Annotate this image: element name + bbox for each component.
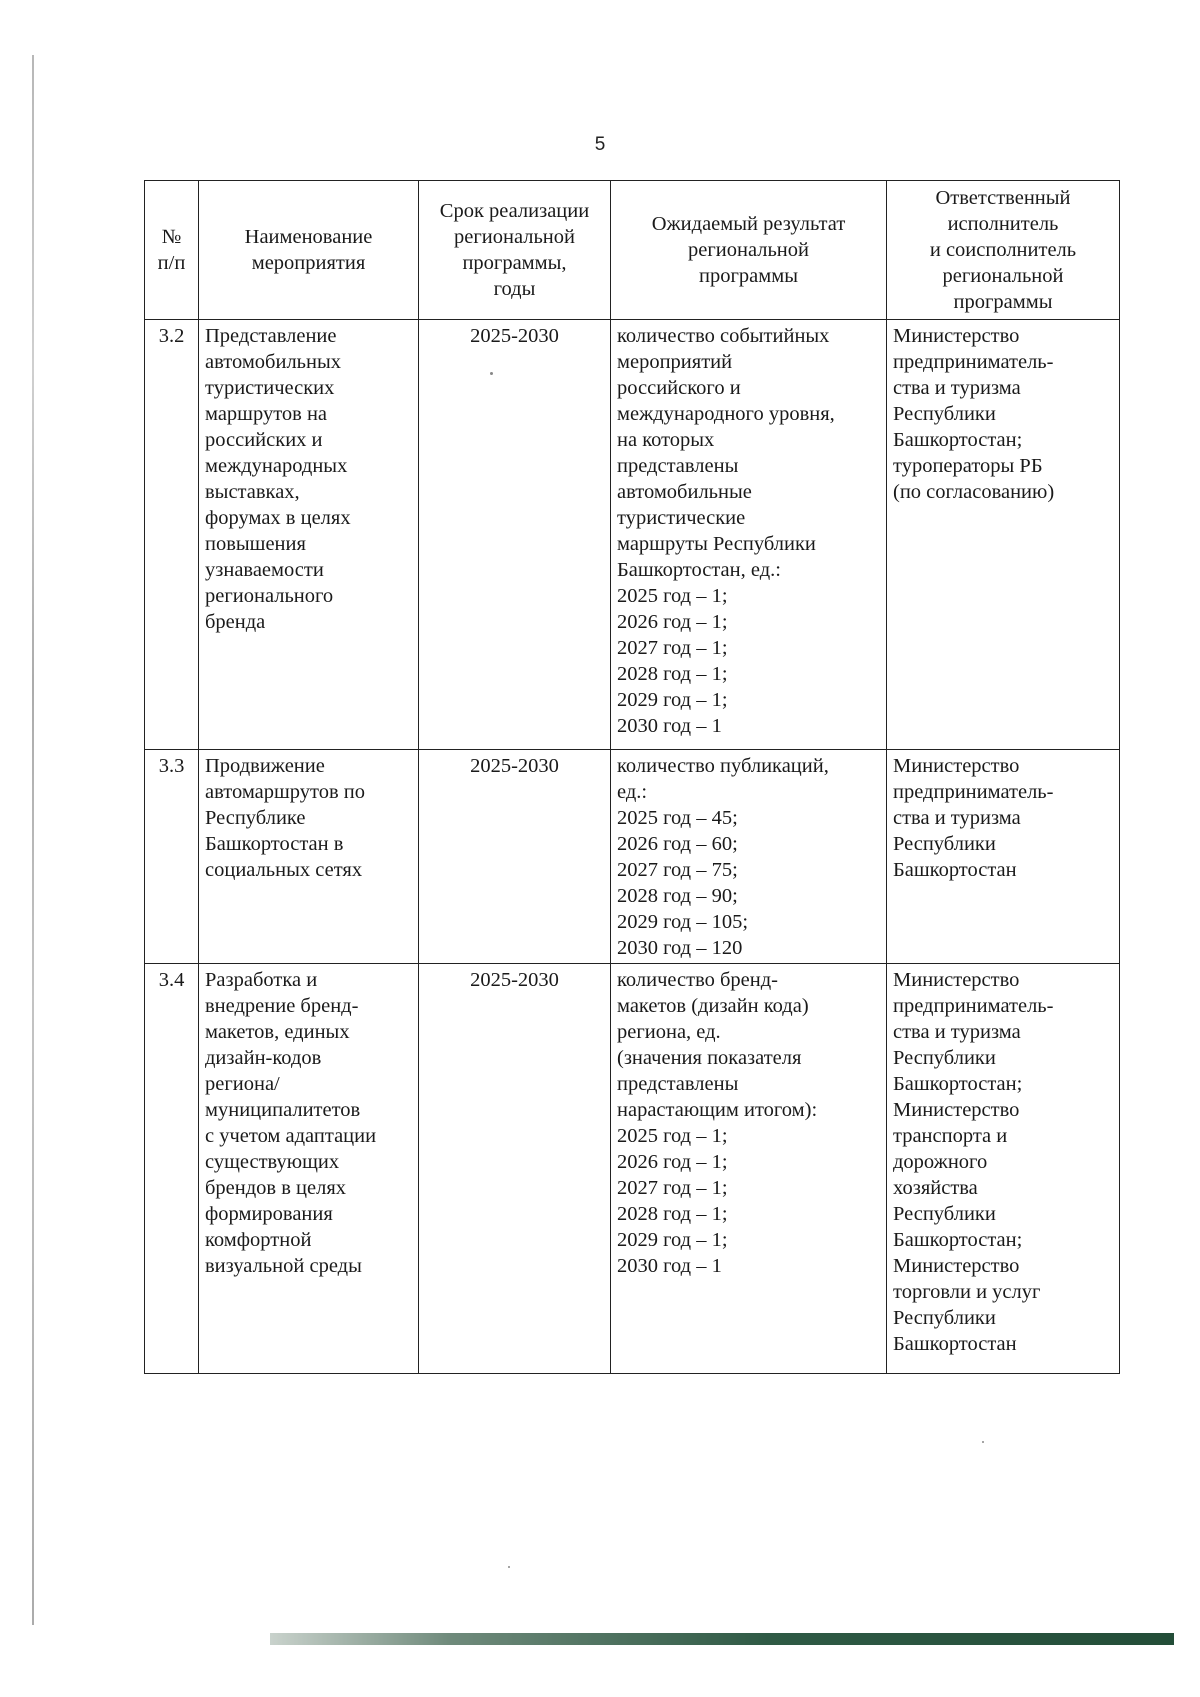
text-line: Республике	[205, 807, 306, 829]
text-line: Наименование	[244, 226, 373, 248]
text-line: макетов (дизайн кода)	[617, 995, 809, 1017]
row-event-name	[199, 964, 419, 1374]
text-line: торговли и услуг	[893, 1281, 1041, 1303]
row-result	[611, 964, 887, 1374]
text-line: туристических	[205, 377, 335, 399]
text-line: дизайн-кодов	[205, 1047, 322, 1069]
text-line: Башкортостан	[893, 859, 1017, 881]
page-number: 5	[594, 134, 606, 155]
text-line: предприниматель-	[893, 781, 1054, 803]
scan-edge-left	[32, 55, 34, 1625]
header-implementation-term	[419, 181, 611, 320]
text-line: мероприятий	[617, 351, 733, 373]
text-line: 2025 год – 1;	[617, 1125, 728, 1147]
text-line: программы	[699, 265, 798, 287]
header-event-name	[199, 181, 419, 320]
text-line: повышения	[205, 533, 306, 555]
text-line: п/п	[157, 252, 186, 274]
text-line: формирования	[205, 1203, 333, 1225]
text-line: 2026 год – 1;	[617, 1151, 728, 1173]
text-line: узнаваемости	[205, 559, 324, 581]
text-line: Республики	[893, 1203, 996, 1225]
text-line: комфортной	[205, 1229, 312, 1251]
text-line: маршруты Республики	[617, 533, 816, 555]
text-line: 2026 год – 1;	[617, 611, 728, 633]
text-line: программы,	[462, 252, 567, 274]
text-line: Башкортостан, ед.:	[617, 559, 781, 581]
text-line: с учетом адаптации	[205, 1125, 377, 1147]
text-line: 2030 год – 1	[617, 1255, 722, 1277]
text-line: на которых	[617, 429, 715, 451]
text-line: №	[161, 226, 182, 248]
text-line: маршрутов на	[205, 403, 328, 425]
text-line: визуальной среды	[205, 1255, 362, 1277]
table-header-row	[145, 181, 1120, 320]
text-line: ства и туризма	[893, 807, 1021, 829]
text-line: Башкортостан в	[205, 833, 344, 855]
text-line: Башкортостан;	[893, 1229, 1023, 1251]
text-line: нарастающим итогом):	[617, 1099, 818, 1121]
text-line: Башкортостан;	[893, 429, 1023, 451]
scan-speck	[982, 1441, 984, 1443]
text-line: выставках,	[205, 481, 300, 503]
text-line: 2027 год – 1;	[617, 637, 728, 659]
text-line: региональной	[454, 226, 575, 248]
text-line: автомобильных	[205, 351, 342, 373]
text-line: 2025 год – 1;	[617, 585, 728, 607]
text-line: внедрение бренд-	[205, 995, 359, 1017]
text-line: региональной	[688, 239, 809, 261]
text-line: туристические	[617, 507, 746, 529]
text-line: Республики	[893, 403, 996, 425]
text-line: ед.:	[617, 781, 648, 803]
plan-table-container	[144, 180, 1120, 1374]
text-line: программы	[953, 291, 1053, 313]
text-line: форумах в целях	[205, 507, 351, 529]
text-line: регионального	[205, 585, 334, 607]
text-line: ства и туризма	[893, 377, 1021, 399]
text-line: (значения показателя	[617, 1047, 802, 1069]
text-line: Министерство	[893, 1099, 1020, 1121]
text-line: существующих	[205, 1151, 340, 1173]
text-line: муниципалитетов	[205, 1099, 361, 1121]
text-line: количество событийных	[617, 325, 830, 347]
text-line: Республики	[893, 833, 996, 855]
text-line: российских и	[205, 429, 323, 451]
text-line: автомаршрутов по	[205, 781, 365, 803]
text-line: Башкортостан	[893, 1333, 1017, 1355]
text-line: Республики	[893, 1307, 996, 1329]
text-line: представлены	[617, 455, 739, 477]
row-term: 2025-2030	[419, 750, 611, 964]
text-line: хозяйства	[893, 1177, 978, 1199]
text-line: предприниматель-	[893, 995, 1054, 1017]
table-row	[145, 964, 1120, 1374]
text-line: Ответственный	[935, 187, 1071, 209]
text-line: автомобильные	[617, 481, 752, 503]
text-line: Представление	[205, 325, 337, 347]
text-line: представлены	[617, 1073, 739, 1095]
text-line: региона, ед.	[617, 1021, 721, 1043]
text-line: региона/	[205, 1073, 280, 1095]
text-line: 2028 год – 1;	[617, 1203, 728, 1225]
text-line: международных	[205, 455, 348, 477]
text-line: Башкортостан;	[893, 1073, 1023, 1095]
plan-table	[144, 180, 1120, 1374]
header-number	[145, 181, 199, 320]
table-row	[145, 320, 1120, 750]
text-line: годы	[493, 278, 536, 300]
text-line: 2027 год – 1;	[617, 1177, 728, 1199]
text-line: мероприятия	[251, 252, 366, 274]
row-number: 3.4	[145, 964, 199, 1374]
table-row	[145, 750, 1120, 964]
text-line: Министерство	[893, 1255, 1020, 1277]
text-line: туроператоры РБ	[893, 455, 1043, 477]
text-line: 2028 год – 90;	[617, 885, 738, 907]
text-line: международного уровня,	[617, 403, 835, 425]
text-line: транспорта и	[893, 1125, 1008, 1147]
text-line: 2026 год – 60;	[617, 833, 738, 855]
scan-edge-bottom	[270, 1633, 1174, 1645]
row-result	[611, 750, 887, 964]
text-line: 2029 год – 1;	[617, 689, 728, 711]
text-line: Срок реализации	[439, 200, 590, 222]
text-line: Министерство	[893, 969, 1020, 991]
row-number: 3.2	[145, 320, 199, 750]
text-line: Министерство	[893, 325, 1020, 347]
text-line: 2028 год – 1;	[617, 663, 728, 685]
text-line: Продвижение	[205, 755, 325, 777]
row-responsible	[887, 320, 1120, 750]
text-line: ства и туризма	[893, 1021, 1021, 1043]
text-line: брендов в целях	[205, 1177, 347, 1199]
text-line: региональной	[942, 265, 1064, 287]
scan-speck	[508, 1566, 510, 1568]
text-line: Республики	[893, 1047, 996, 1069]
text-line: количество бренд-	[617, 969, 778, 991]
row-responsible	[887, 750, 1120, 964]
text-line: бренда	[205, 611, 266, 633]
text-line: 2027 год – 75;	[617, 859, 738, 881]
header-responsible	[887, 181, 1120, 320]
header-expected-result	[611, 181, 887, 320]
row-term: 2025-2030	[419, 320, 611, 750]
text-line: Разработка и	[205, 969, 318, 991]
text-line: макетов, единых	[205, 1021, 350, 1043]
row-responsible	[887, 964, 1120, 1374]
text-line: (по согласованию)	[893, 481, 1055, 503]
row-term: 2025-2030	[419, 964, 611, 1374]
text-line: предприниматель-	[893, 351, 1054, 373]
text-line: социальных сетях	[205, 859, 363, 881]
row-result	[611, 320, 887, 750]
row-event-name	[199, 320, 419, 750]
row-event-name	[199, 750, 419, 964]
text-line: российского и	[617, 377, 741, 399]
text-line: Ожидаемый результат	[651, 213, 846, 235]
text-line: исполнитель	[947, 213, 1059, 235]
text-line: 2025 год – 45;	[617, 807, 738, 829]
text-line: 2030 год – 1	[617, 715, 722, 737]
text-line: дорожного	[893, 1151, 988, 1173]
row-number: 3.3	[145, 750, 199, 964]
text-line: и соисполнитель	[929, 239, 1077, 261]
text-line: количество публикаций,	[617, 755, 829, 777]
text-line: Министерство	[893, 755, 1020, 777]
text-line: 2029 год – 1;	[617, 1229, 728, 1251]
text-line: 2030 год – 120	[617, 937, 743, 959]
text-line: 2029 год – 105;	[617, 911, 749, 933]
